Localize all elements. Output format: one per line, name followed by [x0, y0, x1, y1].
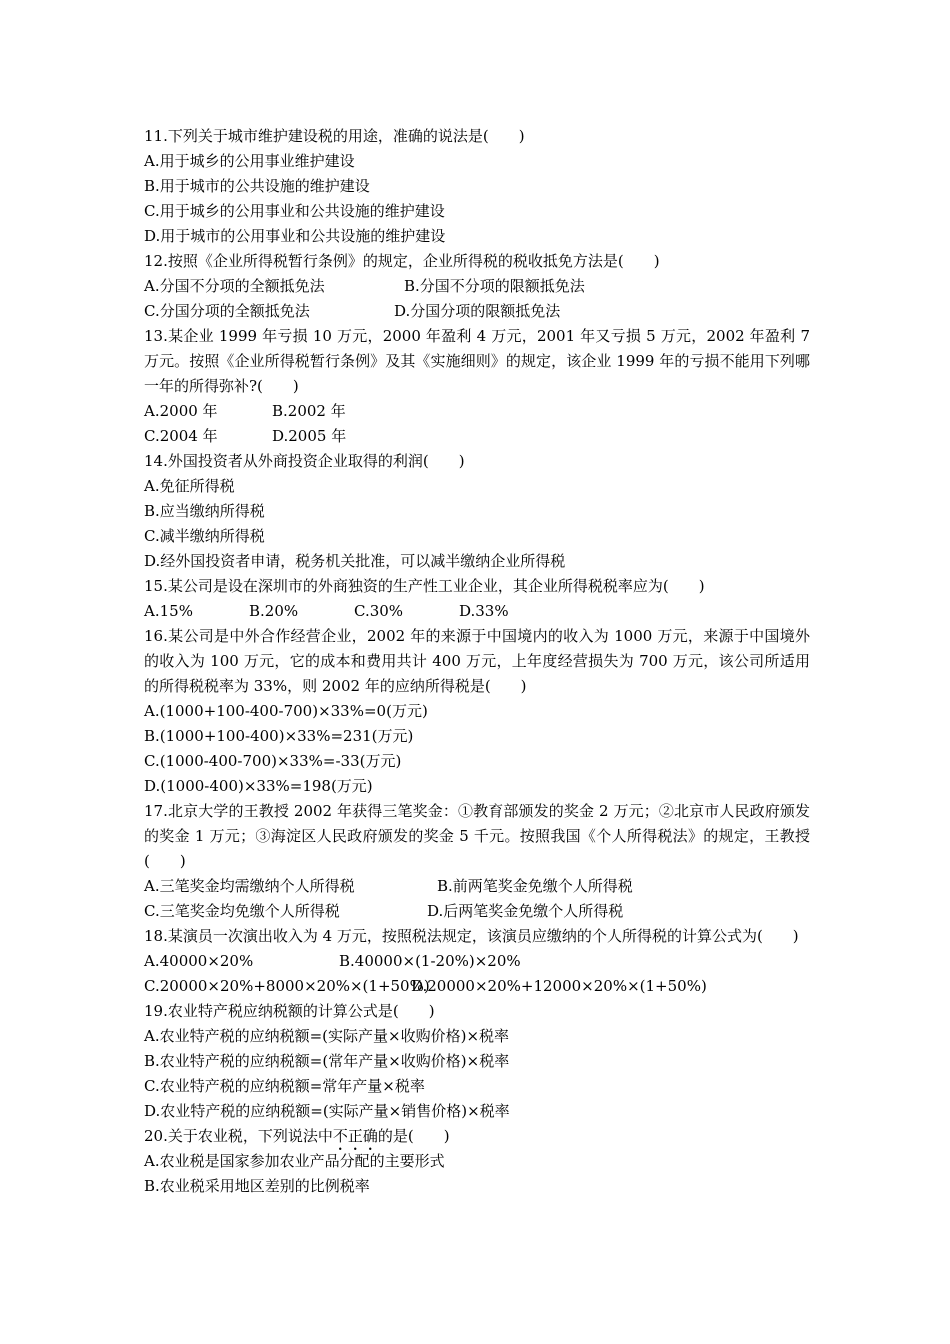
question-16-option-b: B.(1000+100-400)×33%=231(万元)	[144, 727, 414, 745]
question-18-options-row-1	[144, 949, 810, 974]
question-18-option-b: B.40000×(1-20%)×20%	[339, 952, 521, 970]
question-13-options-row-2	[144, 424, 810, 449]
question-16-stem: 16.某公司是中外合作经营企业，2002 年的来源于中国境内的收入为 1000 万元，来源于中国境外的收入为 100 万元，它的成本和费用共计 400 万元，上年度经营损失为 700 万元，该公司所适用的所得税税率为 33%，则 2002 年的应纳所得税是( )	[144, 627, 810, 695]
question-15-option-b: B.20%	[249, 602, 299, 620]
question-14-stem: 14.外国投资者从外商投资企业取得的利润( )	[144, 452, 465, 470]
question-18-option-c: C.20000×20%+8000×20%×(1+50%)	[144, 977, 430, 995]
question-18-options-row-2	[144, 974, 810, 999]
question-17-option-d: D.后两笔奖金免缴个人所得税	[427, 902, 624, 920]
question-19-option-c: C.农业特产税的应纳税额=常年产量×税率	[144, 1077, 425, 1095]
question-19-option-d: D.农业特产税的应纳税额=(实际产量×销售价格)×税率	[144, 1102, 510, 1120]
question-16-option-d: D.(1000-400)×33%=198(万元)	[144, 777, 373, 795]
question-19-stem: 19.农业特产税应纳税额的计算公式是( )	[144, 1002, 435, 1020]
question-17-options-row-2	[144, 899, 810, 924]
question-11-option-b: B.用于城市的公共设施的维护建设	[144, 177, 370, 195]
question-18-stem: 18.某演员一次演出收入为 4 万元，按照税法规定，该演员应缴纳的个人所得税的计算公式为( )	[144, 927, 799, 945]
question-15-stem: 15.某公司是设在深圳市的外商独资的生产性工业企业，其企业所得税税率应为( )	[144, 577, 705, 595]
question-17-option-a: A.三笔奖金均需缴纳个人所得税	[144, 877, 355, 895]
question-11-option-d: D.用于城市的公用事业和公共设施的维护建设	[144, 227, 446, 245]
question-16-option-a: A.(1000+100-400-700)×33%=0(万元)	[144, 702, 428, 720]
question-20-stem-emphasis: 不正确	[332, 1127, 378, 1145]
question-13-option-b: B.2002 年	[272, 402, 346, 420]
question-20-stem	[144, 1124, 810, 1149]
question-12-option-d: D.分国分项的限额抵免法	[394, 302, 561, 320]
question-18-option-d: D.20000×20%+12000×20%×(1+50%)	[411, 977, 707, 995]
question-17-option-c: C.三笔奖金均免缴个人所得税	[144, 902, 340, 920]
question-12-stem: 12.按照《企业所得税暂行条例》的规定，企业所得税的税收抵免方法是( )	[144, 252, 660, 270]
question-17-options-row-1	[144, 874, 810, 899]
question-15-option-c: C.30%	[354, 602, 404, 620]
question-14-option-a: A.免征所得税	[144, 477, 235, 495]
question-15-option-d: D.33%	[459, 602, 509, 620]
question-13-option-d: D.2005 年	[272, 427, 347, 445]
question-11-stem: 11.下列关于城市维护建设税的用途，准确的说法是( )	[144, 127, 525, 145]
question-13-stem: 13.某企业 1999 年亏损 10 万元，2000 年盈利 4 万元，2001 年又亏损 5 万元，2002 年盈利 7 万元。按照《企业所得税暂行条例》及其《实施细则》的规定，该企业 1999 年的亏损不能用下列哪一年的所得弥补?( )	[144, 327, 810, 395]
question-13-option-a: A.2000 年	[144, 402, 218, 420]
question-12-option-c: C.分国分项的全额抵免法	[144, 302, 310, 320]
question-14-option-c: C.减半缴纳所得税	[144, 527, 265, 545]
question-19-option-a: A.农业特产税的应纳税额=(实际产量×收购价格)×税率	[144, 1027, 510, 1045]
question-16-option-c: C.(1000-400-700)×33%=-33(万元)	[144, 752, 402, 770]
question-18-option-a: A.40000×20%	[144, 952, 254, 970]
question-12-options-row-1	[144, 274, 810, 299]
question-20-option-b: B.农业税采用地区差别的比例税率	[144, 1177, 370, 1195]
question-15-options-row	[144, 599, 810, 624]
question-13-options-row-1	[144, 399, 810, 424]
question-11-option-a: A.用于城乡的公用事业维护建设	[144, 152, 355, 170]
question-20-option-a: A.农业税是国家参加农业产品分配的主要形式	[144, 1152, 445, 1170]
question-17-option-b: B.前两笔奖金免缴个人所得税	[437, 877, 633, 895]
question-14-option-b: B.应当缴纳所得税	[144, 502, 265, 520]
question-12-option-b: B.分国不分项的限额抵免法	[404, 277, 585, 295]
question-20-stem-prefix: 20.关于农业税，下列说法中	[144, 1127, 333, 1145]
question-15-option-a: A.15%	[144, 602, 193, 620]
question-13-option-c: C.2004 年	[144, 427, 218, 445]
question-17-stem: 17.北京大学的王教授 2002 年获得三笔奖金：①教育部颁发的奖金 2 万元；②北京市人民政府颁发的奖金 1 万元；③海淀区人民政府颁发的奖金 5 千元。按照我国《个人所得税法》的规定，王教授( )	[144, 802, 810, 870]
question-19-option-b: B.农业特产税的应纳税额=(常年产量×收购价格)×税率	[144, 1052, 510, 1070]
question-list	[144, 124, 810, 1199]
question-12-options-row-2	[144, 299, 810, 324]
question-11-option-c: C.用于城乡的公用事业和公共设施的维护建设	[144, 202, 445, 220]
question-14-option-d: D.经外国投资者申请，税务机关批准，可以减半缴纳企业所得税	[144, 552, 566, 570]
question-12-option-a: A.分国不分项的全额抵免法	[144, 277, 325, 295]
question-20-stem-suffix: 的是( )	[377, 1127, 450, 1145]
